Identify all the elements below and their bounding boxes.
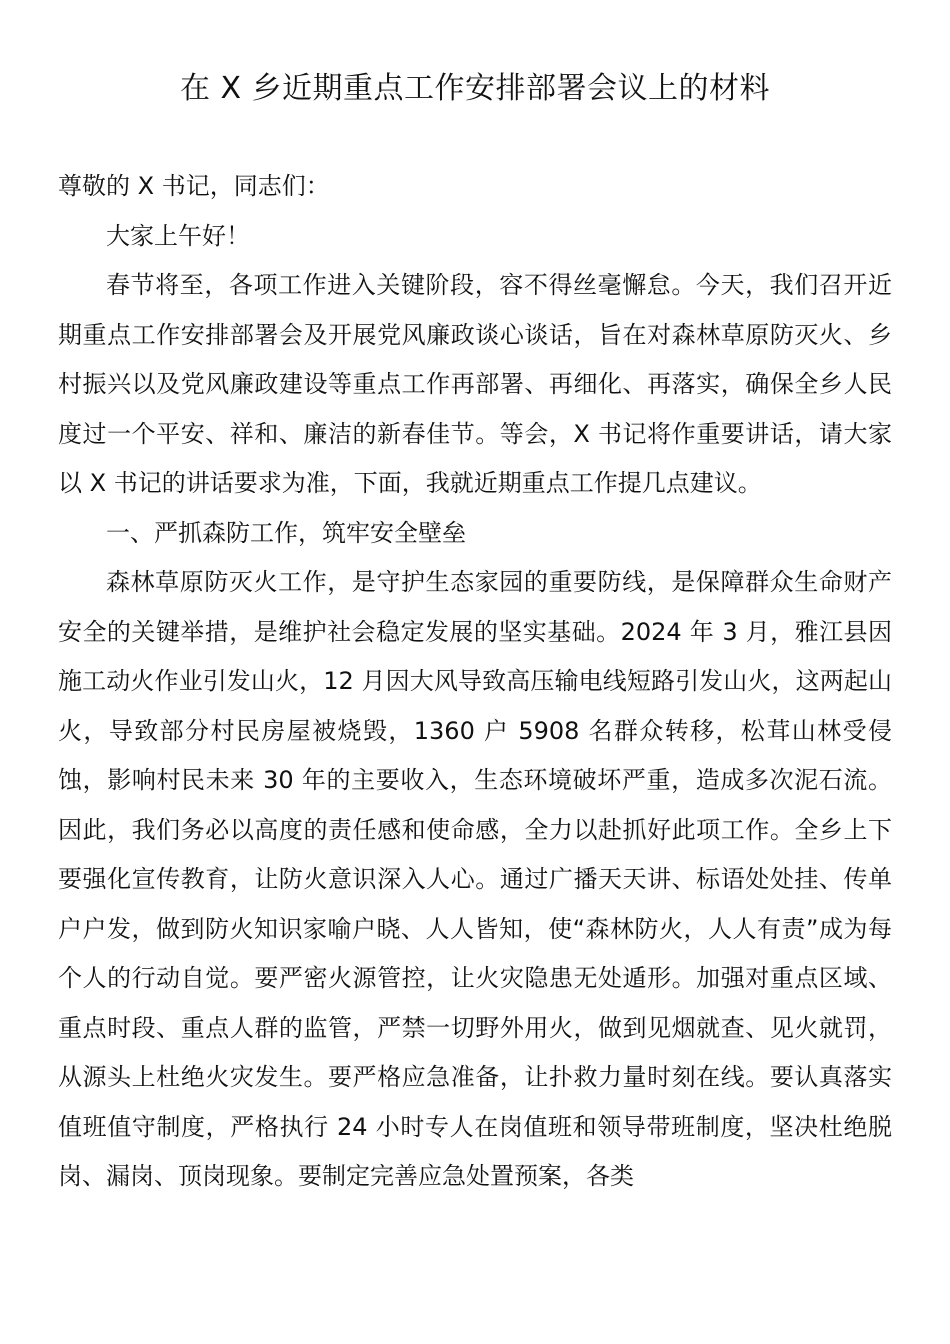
paragraph-forest-fire: 森林草原防灭火工作，是守护生态家园的重要防线，是保障群众生命财产安全的关键举措，是维护社会稳定发展的坚实基础。2024 年 3 月，雅江县因施工动火作业引发山火，12 月因大风导致高压输电线短路引发山火，这两起山火，导致部分村民房屋被烧毁，1360 户 5908 名群众转移，松茸山林受侵蚀，影响村民未来 30 年的主要收入，生态环境破坏严重，造成多次泥石流。因此，我们务必以高度的责任感和使命感，全力以赴抓好此项工作。全乡上下要强化宣传教育，让防火意识深入人心。通过广播天天讲、标语处处挂、传单户户发，做到防火知识家喻户晓、人人皆知，使“森林防火，人人有责”成为每个人的行动自觉。要严密火源管控，让火灾隐患无处遁形。加强对重点区域、重点时段、重点人群的监管，严禁一切野外用火，做到见烟就查、见火就罚，从源头上杜绝火灾发生。要严格应急准备，让扑救力量时刻在线。要认真落实值班值守制度，严格执行 24 小时专人在岗值班和领导带班制度，坚决杜绝脱岗、漏岗、顶岗现象。要制定完善应急处置预案，各类	[58, 568, 892, 1190]
section-heading-1: 一、严抓森防工作，筑牢安全壁垒	[106, 518, 466, 547]
salutation: 尊敬的 X 书记，同志们：	[58, 172, 330, 200]
document-title: 在 X 乡近期重点工作安排部署会议上的材料	[179, 71, 771, 106]
paragraph-intro: 春节将至，各项工作进入关键阶段，容不得丝毫懈怠。今天，我们召开近期重点工作安排部署会及开展党风廉政谈心谈话，旨在对森林草原防灭火、乡村振兴以及党风廉政建设等重点工作再部署、再细化、再落实，确保全乡人民度过一个平安、祥和、廉洁的新春佳节。等会，X 书记将作重要讲话，请大家以 X 书记的讲话要求为准，下面，我就近期重点工作提几点建议。	[58, 271, 892, 497]
document-body	[58, 162, 892, 1202]
greeting: 大家上午好！	[106, 221, 250, 250]
